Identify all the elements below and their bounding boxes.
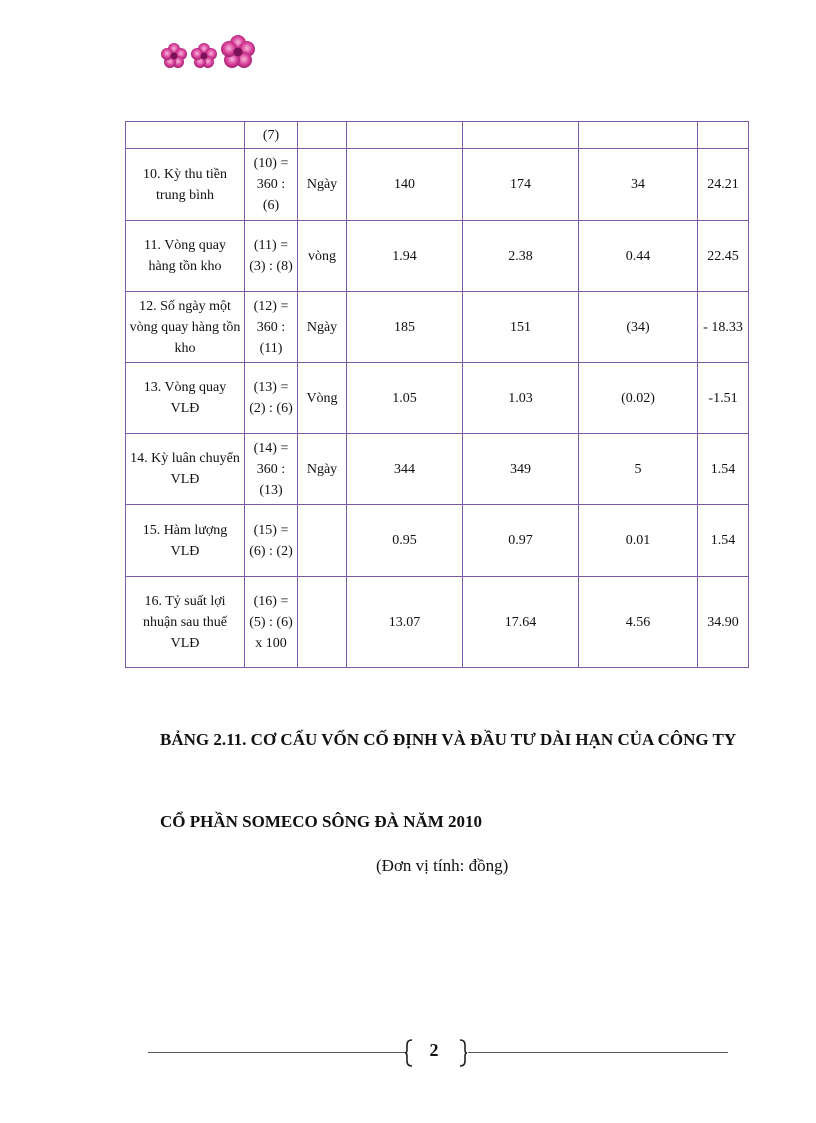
value-2010-cell: 1.03	[463, 363, 579, 434]
indicator-cell: 12. Số ngày một vòng quay hàng tồn kho	[126, 292, 245, 363]
formula-cell: (15) = (6) : (2)	[245, 505, 298, 577]
percent-cell: -1.51	[698, 363, 749, 434]
difference-cell: (34)	[579, 292, 698, 363]
table-subtitle: CỔ PHẦN SOMECO SÔNG ĐÀ NĂM 2010	[160, 812, 483, 831]
value-2010-cell: 2.38	[463, 221, 579, 292]
difference-cell: 4.56	[579, 577, 698, 668]
value-2009-cell: 13.07	[347, 577, 463, 668]
page-number: 2	[429, 1040, 439, 1060]
formula-cell: (14) = 360 : (13)	[245, 434, 298, 505]
indicator-cell	[126, 122, 245, 149]
table-row	[126, 434, 749, 505]
difference-cell: 0.44	[579, 221, 698, 292]
value-2010-cell: 174	[463, 149, 579, 221]
value-2009-cell	[347, 122, 463, 149]
table-row	[126, 149, 749, 221]
unit-cell: Ngày	[298, 149, 347, 221]
difference-cell: 0.01	[579, 505, 698, 577]
formula-cell: (10) = 360 : (6)	[245, 149, 298, 221]
value-2010-cell: 151	[463, 292, 579, 363]
ratios-table	[125, 121, 749, 668]
percent-cell: 22.45	[698, 221, 749, 292]
percent-cell: 34.90	[698, 577, 749, 668]
unit-cell	[298, 505, 347, 577]
flowers-icon	[158, 30, 262, 72]
right-brace-icon	[458, 1038, 468, 1068]
value-2009-cell: 185	[347, 292, 463, 363]
unit-cell: Vòng	[298, 363, 347, 434]
percent-cell	[698, 122, 749, 149]
difference-cell: 5	[579, 434, 698, 505]
formula-cell: (12) = 360 : (11)	[245, 292, 298, 363]
formula-cell: (11) = (3) : (8)	[245, 221, 298, 292]
footer-rule-right	[468, 1052, 728, 1053]
unit-cell	[298, 122, 347, 149]
unit-cell: Ngày	[298, 434, 347, 505]
indicator-cell: 14. Kỳ luân chuyển VLĐ	[126, 434, 245, 505]
indicator-cell: 11. Vòng quay hàng tồn kho	[126, 221, 245, 292]
table-row	[126, 292, 749, 363]
unit-cell: Ngày	[298, 292, 347, 363]
value-2010-cell: 349	[463, 434, 579, 505]
percent-cell: 24.21	[698, 149, 749, 221]
percent-cell: 1.54	[698, 434, 749, 505]
value-2009-cell: 1.94	[347, 221, 463, 292]
indicator-cell: 13. Vòng quay VLĐ	[126, 363, 245, 434]
value-2009-cell: 1.05	[347, 363, 463, 434]
difference-cell: 34	[579, 149, 698, 221]
percent-cell: 1.54	[698, 505, 749, 577]
table-row	[126, 122, 749, 149]
table-row	[126, 363, 749, 434]
table-row	[126, 505, 749, 577]
value-2009-cell: 0.95	[347, 505, 463, 577]
table-row	[126, 577, 749, 668]
table-title: BẢNG 2.11. CƠ CẤU VỐN CỐ ĐỊNH VÀ ĐẦU TƯ DÀI HẠN CỦA CÔNG TY	[160, 730, 737, 749]
indicator-cell: 10. Kỳ thu tiền trung bình	[126, 149, 245, 221]
percent-cell: - 18.33	[698, 292, 749, 363]
formula-cell: (7)	[245, 122, 298, 149]
formula-cell: (13) = (2) : (6)	[245, 363, 298, 434]
difference-cell	[579, 122, 698, 149]
value-2010-cell	[463, 122, 579, 149]
value-2009-cell: 344	[347, 434, 463, 505]
table-row	[126, 221, 749, 292]
unit-note: (Đơn vị tính: đồng)	[376, 856, 509, 875]
indicator-cell: 15. Hàm lượng VLĐ	[126, 505, 245, 577]
value-2009-cell: 140	[347, 149, 463, 221]
formula-cell: (16) = (5) : (6) x 100	[245, 577, 298, 668]
unit-cell: vòng	[298, 221, 347, 292]
value-2010-cell: 0.97	[463, 505, 579, 577]
footer-rule-left	[148, 1052, 406, 1053]
unit-cell	[298, 577, 347, 668]
indicator-cell: 16. Tỷ suất lợi nhuận sau thuế VLĐ	[126, 577, 245, 668]
difference-cell: (0.02)	[579, 363, 698, 434]
value-2010-cell: 17.64	[463, 577, 579, 668]
left-brace-icon	[404, 1038, 414, 1068]
